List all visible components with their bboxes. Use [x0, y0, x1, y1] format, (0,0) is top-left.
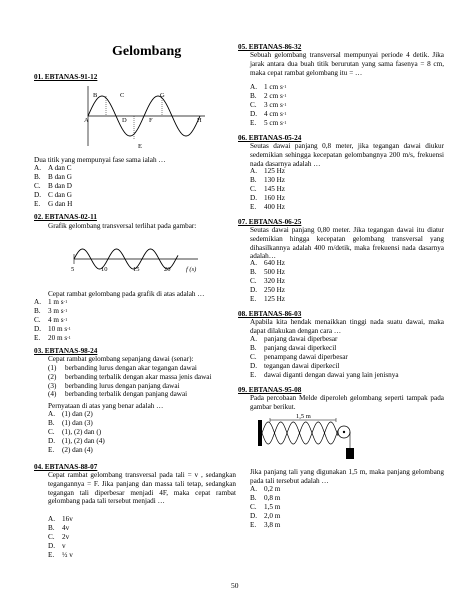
option-text: 20 m s	[48, 334, 68, 343]
option-letter: B.	[250, 176, 257, 185]
q02-options	[34, 298, 71, 343]
option-unit-exponent: -1	[282, 92, 287, 98]
q05-question-text: Sebuah gelombang transversal mempunyai periode 4 detik. Jika jarak antara dua buah titik berurutan yang sama fasenya = 8 cm, maka cepat rambat gelombang itu = …	[250, 51, 444, 77]
option-letter: D.	[250, 512, 257, 521]
statement-text: berbanding lurus dengan panjang dawai	[65, 381, 180, 390]
option-text: 5 cm s	[264, 119, 283, 128]
option-text: 4v	[62, 524, 70, 533]
option-text: (2) dan (4)	[62, 446, 93, 455]
option-unit-exponent: -1	[63, 298, 68, 304]
option-letter: C.	[250, 101, 257, 110]
option-unit-exponent: -1	[67, 334, 71, 340]
q09-intro-text: Pada percobaan Melde diperoleh gelombang seperti tampak pada gambar berikut.	[250, 394, 444, 411]
option-text: 125 Hz	[264, 167, 285, 176]
option-letter: E.	[250, 295, 257, 304]
option-text: 2,0 m	[264, 512, 281, 521]
option-text: 0,8 m	[264, 494, 281, 503]
option-letter: D.	[34, 325, 41, 334]
option-letter: E.	[34, 334, 41, 343]
q01-label-g: G	[160, 92, 165, 99]
option-c[interactable]	[250, 185, 285, 194]
option-letter: E.	[48, 551, 55, 560]
option-c[interactable]	[48, 533, 73, 542]
page-number: 50	[231, 581, 239, 590]
option-b[interactable]	[48, 524, 73, 533]
option-letter: D.	[250, 362, 257, 371]
option-letter: A.	[34, 298, 41, 307]
option-letter: D.	[48, 437, 55, 446]
option-letter: C.	[48, 428, 55, 437]
option-letter: B.	[48, 524, 55, 533]
option-d[interactable]	[250, 512, 280, 521]
option-letter: C.	[48, 533, 55, 542]
option-text: panjang dawai diperbesar	[264, 335, 338, 344]
option-text: dawai diganti dengan dawai yang lain jenisnya	[264, 371, 399, 380]
option-e[interactable]	[48, 551, 73, 560]
option-letter: A.	[250, 485, 257, 494]
option-letter: B.	[250, 268, 257, 277]
option-unit-exponent: -1	[63, 316, 68, 322]
option-text: 3 cm s	[264, 101, 283, 110]
option-letter: C.	[250, 503, 257, 512]
option-text: penampang dawai diperbesar	[264, 353, 348, 362]
question-09-header: 09. EBTANAS-95-08	[238, 386, 302, 394]
option-letter: E.	[250, 521, 257, 530]
option-d[interactable]	[250, 286, 285, 295]
option-unit-exponent: -1	[63, 307, 68, 313]
option-a[interactable]	[250, 167, 285, 176]
option-text: 2v	[62, 533, 70, 542]
q09-question-text: Jika panjang tali yang digunakan 1,5 m, maka panjang gelombang pada tali tersebut adalah …	[250, 468, 444, 485]
option-text: 1 m s	[48, 298, 64, 307]
option-b[interactable]	[250, 176, 285, 185]
q01-wave-figure	[80, 82, 210, 150]
q05-options	[250, 83, 287, 128]
option-unit-exponent: -1	[282, 83, 287, 89]
option-d[interactable]	[250, 194, 285, 203]
page-title: Gelombang	[112, 44, 182, 59]
q04-question-text: Cepat rambat gelombang transversal pada tali = v , sedangkan tegangannya = F. Jika panjang dan massa tali tetap, sedangkan tegangan tali diperbesar menjadi 4F, maka cepat rambat gelombang pada tali tersebut menjadi …	[48, 471, 236, 506]
option-letter: D.	[250, 286, 257, 295]
q03-intro-text: Cepat rambat gelombang sepanjang dawai (senar):	[48, 355, 194, 363]
option-c[interactable]	[48, 428, 105, 437]
option-text: tegangan dawai diperkecil	[264, 362, 340, 371]
q06-options	[250, 167, 285, 212]
q09-options	[250, 485, 280, 530]
option-e[interactable]	[48, 446, 105, 455]
option-letter: C.	[250, 185, 257, 194]
q01-options	[34, 164, 72, 209]
q01-label-d: D	[122, 117, 127, 124]
option-letter: B.	[250, 344, 257, 353]
option-text: 250 Hz	[264, 286, 285, 295]
option-text: 1,5 m	[264, 503, 281, 512]
q03-statements	[48, 364, 238, 399]
option-a[interactable]	[250, 485, 280, 494]
q07-question-text: Seutas dawai panjang 0,80 meter. Jika tegangan dawai itu diatur sedemikian hingga kecepatan gelombang transversal yang dihasilkannya adalah 400 m/detik, maka frekuensi nada dasarnya adalah…	[250, 226, 444, 261]
option-d[interactable]	[48, 542, 73, 551]
option-text: 0,2 m	[264, 485, 281, 494]
statement-number: (1)	[48, 364, 57, 372]
option-text: 125 Hz	[264, 295, 285, 304]
option-b[interactable]	[34, 173, 72, 182]
option-a[interactable]	[250, 335, 399, 344]
q08-question-text: Apabila kita hendak menaikkan tinggi nada suatu dawai, maka dapat dilakukan dengan cara …	[250, 318, 444, 335]
statement-item	[48, 382, 238, 391]
option-text: 2 cm s	[264, 92, 283, 101]
option-text: (1), (2) dan ()	[62, 428, 102, 437]
q07-options	[250, 259, 285, 304]
question-08-header: 08. EBTANAS-86-03	[238, 310, 302, 318]
option-text: ½ v	[62, 551, 73, 560]
q01-label-e: E	[138, 143, 142, 150]
option-d[interactable]	[34, 325, 71, 334]
option-text: A dan C	[48, 164, 72, 173]
option-e[interactable]	[250, 295, 285, 304]
option-text: 10 m s	[48, 325, 68, 334]
option-text: 400 Hz	[264, 203, 285, 212]
option-e[interactable]	[250, 119, 287, 128]
option-text: 4 cm s	[264, 110, 283, 119]
statement-text: berbanding lurus dengan akar tegangan dawai	[65, 364, 197, 372]
option-a[interactable]	[250, 83, 287, 92]
option-c[interactable]	[34, 182, 72, 191]
option-c[interactable]	[250, 353, 399, 362]
option-letter: A.	[34, 164, 41, 173]
option-text: 640 Hz	[264, 259, 285, 268]
q02-tick-20: 20	[164, 266, 171, 273]
option-letter: B.	[250, 92, 257, 101]
option-text: B dan G	[48, 173, 72, 182]
option-d[interactable]	[250, 110, 287, 119]
option-letter: C.	[250, 277, 257, 286]
option-text: panjang dawai diperkecil	[264, 344, 337, 353]
option-letter: D.	[48, 542, 55, 551]
option-letter: D.	[34, 191, 41, 200]
option-e[interactable]	[250, 371, 399, 380]
option-letter: E.	[250, 371, 257, 380]
statement-text: berbanding terbalik dengan panjang dawai	[65, 390, 188, 399]
option-letter: B.	[250, 494, 257, 503]
option-letter: E.	[250, 119, 257, 128]
option-b[interactable]	[250, 344, 399, 353]
q02-tick-5: 5	[71, 266, 75, 273]
option-c[interactable]	[250, 101, 287, 110]
option-letter: A.	[250, 259, 257, 268]
option-text: C dan G	[48, 191, 72, 200]
option-b[interactable]	[250, 494, 280, 503]
option-d[interactable]	[250, 362, 399, 371]
option-letter: A.	[250, 335, 257, 344]
option-letter: D.	[250, 194, 257, 203]
q01-label-h: H	[197, 117, 202, 124]
question-06-header: 06. EBTANAS-05-24	[238, 134, 302, 142]
question-01-header: 01. EBTANAS-91-12	[34, 73, 98, 81]
option-letter: C.	[34, 316, 41, 325]
q09-melde-figure	[258, 414, 362, 464]
option-text: 500 Hz	[264, 268, 285, 277]
option-text: 130 Hz	[264, 176, 285, 185]
option-unit-exponent: -1	[282, 101, 287, 107]
option-text: 320 Hz	[264, 277, 285, 286]
option-letter: A.	[48, 410, 55, 419]
statement-number: (4)	[48, 390, 57, 399]
option-d[interactable]	[34, 191, 72, 200]
q03-options	[48, 410, 105, 455]
option-b[interactable]	[250, 268, 285, 277]
option-e[interactable]	[34, 334, 71, 343]
option-letter: D.	[250, 110, 257, 119]
option-text: 3 m s	[48, 307, 64, 316]
q02-intro-text: Grafik gelombang transversal terlihat pada gambar:	[48, 222, 197, 230]
option-a[interactable]	[34, 298, 71, 307]
option-letter: B.	[34, 307, 41, 316]
statement-text: berbanding terbalik dengan akar massa jenis dawai	[65, 372, 212, 381]
option-letter: A.	[48, 515, 55, 524]
option-a[interactable]	[48, 410, 105, 419]
q06-question-text: Seutas dawai panjang 0,8 meter, jika tegangan dawai diukur sedemikian sehingga kecepatan gelombangnya 200 m/s, frekuensi nada dasarnya adalah …	[250, 142, 444, 168]
option-text: 3,8 m	[264, 521, 281, 530]
option-text: 16v	[62, 515, 73, 524]
option-text: (1) dan (2)	[62, 410, 93, 419]
question-07-header: 07. EBTANAS-06-25	[238, 218, 302, 226]
option-letter: E.	[48, 446, 55, 455]
option-e[interactable]	[250, 203, 285, 212]
q01-label-c: C	[120, 92, 125, 99]
option-letter: B.	[34, 173, 41, 182]
option-letter: C.	[250, 353, 257, 362]
q02-wave-figure	[68, 234, 208, 284]
option-a[interactable]	[48, 515, 73, 524]
q03-question-text: Pernyataan di atas yang benar adalah …	[48, 402, 164, 410]
statement-item	[48, 364, 238, 373]
q01-label-f: F	[149, 117, 153, 124]
option-letter: A.	[250, 167, 257, 176]
option-text: 1 cm s	[264, 83, 283, 92]
option-text: G dan H	[48, 200, 73, 209]
q01-label-a: A	[84, 117, 89, 124]
statement-number: (2)	[48, 372, 57, 381]
q01-question-text: Dua titik yang mempunyai fase sama ialah …	[34, 156, 166, 164]
option-letter: A.	[250, 83, 257, 92]
option-b[interactable]	[34, 307, 71, 316]
q02-axis-label: f (s)	[186, 266, 197, 273]
option-c[interactable]	[250, 277, 285, 286]
option-b[interactable]	[250, 92, 287, 101]
option-e[interactable]	[250, 521, 280, 530]
q09-length-label: 1,5 m	[296, 414, 311, 420]
q02-tick-15: 15	[133, 266, 140, 273]
option-e[interactable]	[34, 200, 72, 209]
option-c[interactable]	[250, 503, 280, 512]
statement-number: (3)	[48, 381, 57, 390]
option-a[interactable]	[34, 164, 72, 173]
option-text: (1) dan (3)	[62, 419, 93, 428]
question-02-header: 02. EBTANAS-02-11	[34, 213, 97, 221]
q08-options	[250, 335, 399, 380]
option-letter: E.	[250, 203, 257, 212]
option-letter: B.	[48, 419, 55, 428]
option-text: 4 m s	[48, 316, 64, 325]
q02-tick-10: 10	[101, 266, 108, 273]
option-unit-exponent: -1	[282, 119, 287, 125]
option-letter: C.	[34, 182, 41, 191]
option-d[interactable]	[48, 437, 105, 446]
option-text: B dan D	[48, 182, 72, 191]
option-text: 145 Hz	[264, 185, 285, 194]
question-03-header: 03. EBTANAS-98-24	[34, 347, 98, 355]
option-b[interactable]	[48, 419, 105, 428]
option-letter: E.	[34, 200, 41, 209]
statement-item	[48, 373, 238, 382]
question-05-header: 05. EBTANAS-86-32	[238, 43, 302, 51]
question-04-header: 04. EBTANAS-88-07	[34, 463, 98, 471]
option-a[interactable]	[250, 259, 285, 268]
option-unit-exponent: -1	[282, 110, 287, 116]
q04-options	[48, 515, 73, 560]
option-c[interactable]	[34, 316, 71, 325]
option-text: v	[62, 542, 66, 551]
statement-item	[48, 390, 238, 399]
q01-label-b: B	[93, 92, 98, 99]
q02-question-text: Cepat rambat gelombang pada grafik di atas adalah …	[48, 290, 205, 298]
option-unit-exponent: -1	[67, 325, 71, 331]
option-text: 160 Hz	[264, 194, 285, 203]
option-text: (1), (2) dan (4)	[62, 437, 105, 446]
